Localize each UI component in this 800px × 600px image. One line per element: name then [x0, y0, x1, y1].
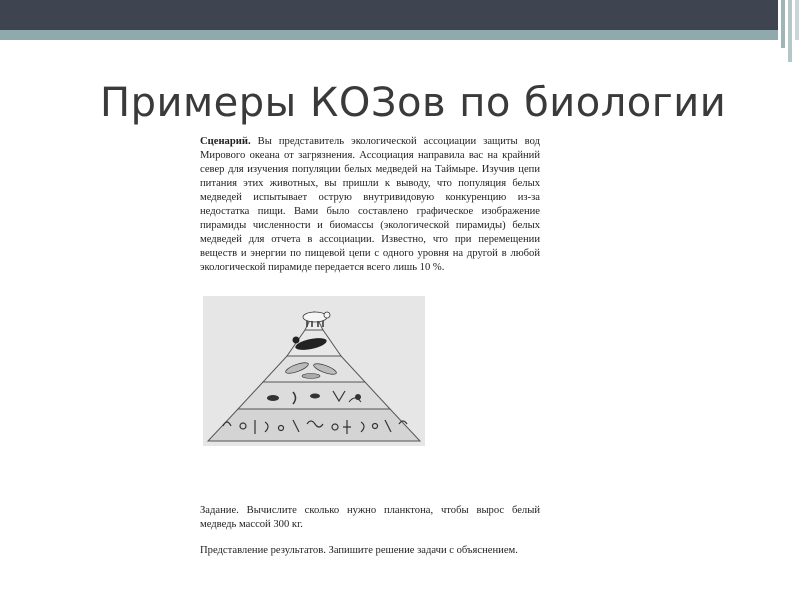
scenario-label: Сценарий. — [200, 136, 251, 147]
results-paragraph — [200, 544, 540, 558]
slide-top-accent-bar — [0, 30, 778, 40]
results-text: Запишите решение задачи с объяснением. — [325, 545, 518, 556]
scenario-text: Вы представитель экологической ассоциации защиты вод Мирового океана от загрязнения. Ассоциация направила вас на крайний север для изучения популяции белых медведей на Таймыре. Изучив цепи питания этих животных, вы пришли к выводу, что популяция белых медведей испытывает острую внутривидовую конкуренцию из-за недостатка пищи. Вами было составлено графическое изображение пирамиды численности и биомассы (экологической пирамиды) белых медведей для отчета в ассоциации. Известно, что при перемещении веществ и энергии по пищевой цепи с одного уровня на другой в любой экологической пирамиде передается всего лишь 10 %. — [200, 136, 540, 273]
slide-title: Примеры КОЗов по биологии — [100, 80, 727, 126]
decorative-stripe — [781, 0, 785, 48]
task-label: Задание. — [200, 505, 239, 516]
ecological-pyramid-image — [203, 296, 425, 446]
scenario-paragraph — [200, 135, 540, 275]
task-text: Вычислите сколько нужно планктона, чтобы вырос белый медведь массой 300 кг. — [200, 505, 540, 530]
slide-top-bar — [0, 0, 778, 30]
decorative-stripe — [788, 0, 792, 62]
decorative-stripe — [795, 0, 799, 40]
results-label: Представление результатов. — [200, 545, 326, 556]
task-paragraph — [200, 504, 540, 532]
